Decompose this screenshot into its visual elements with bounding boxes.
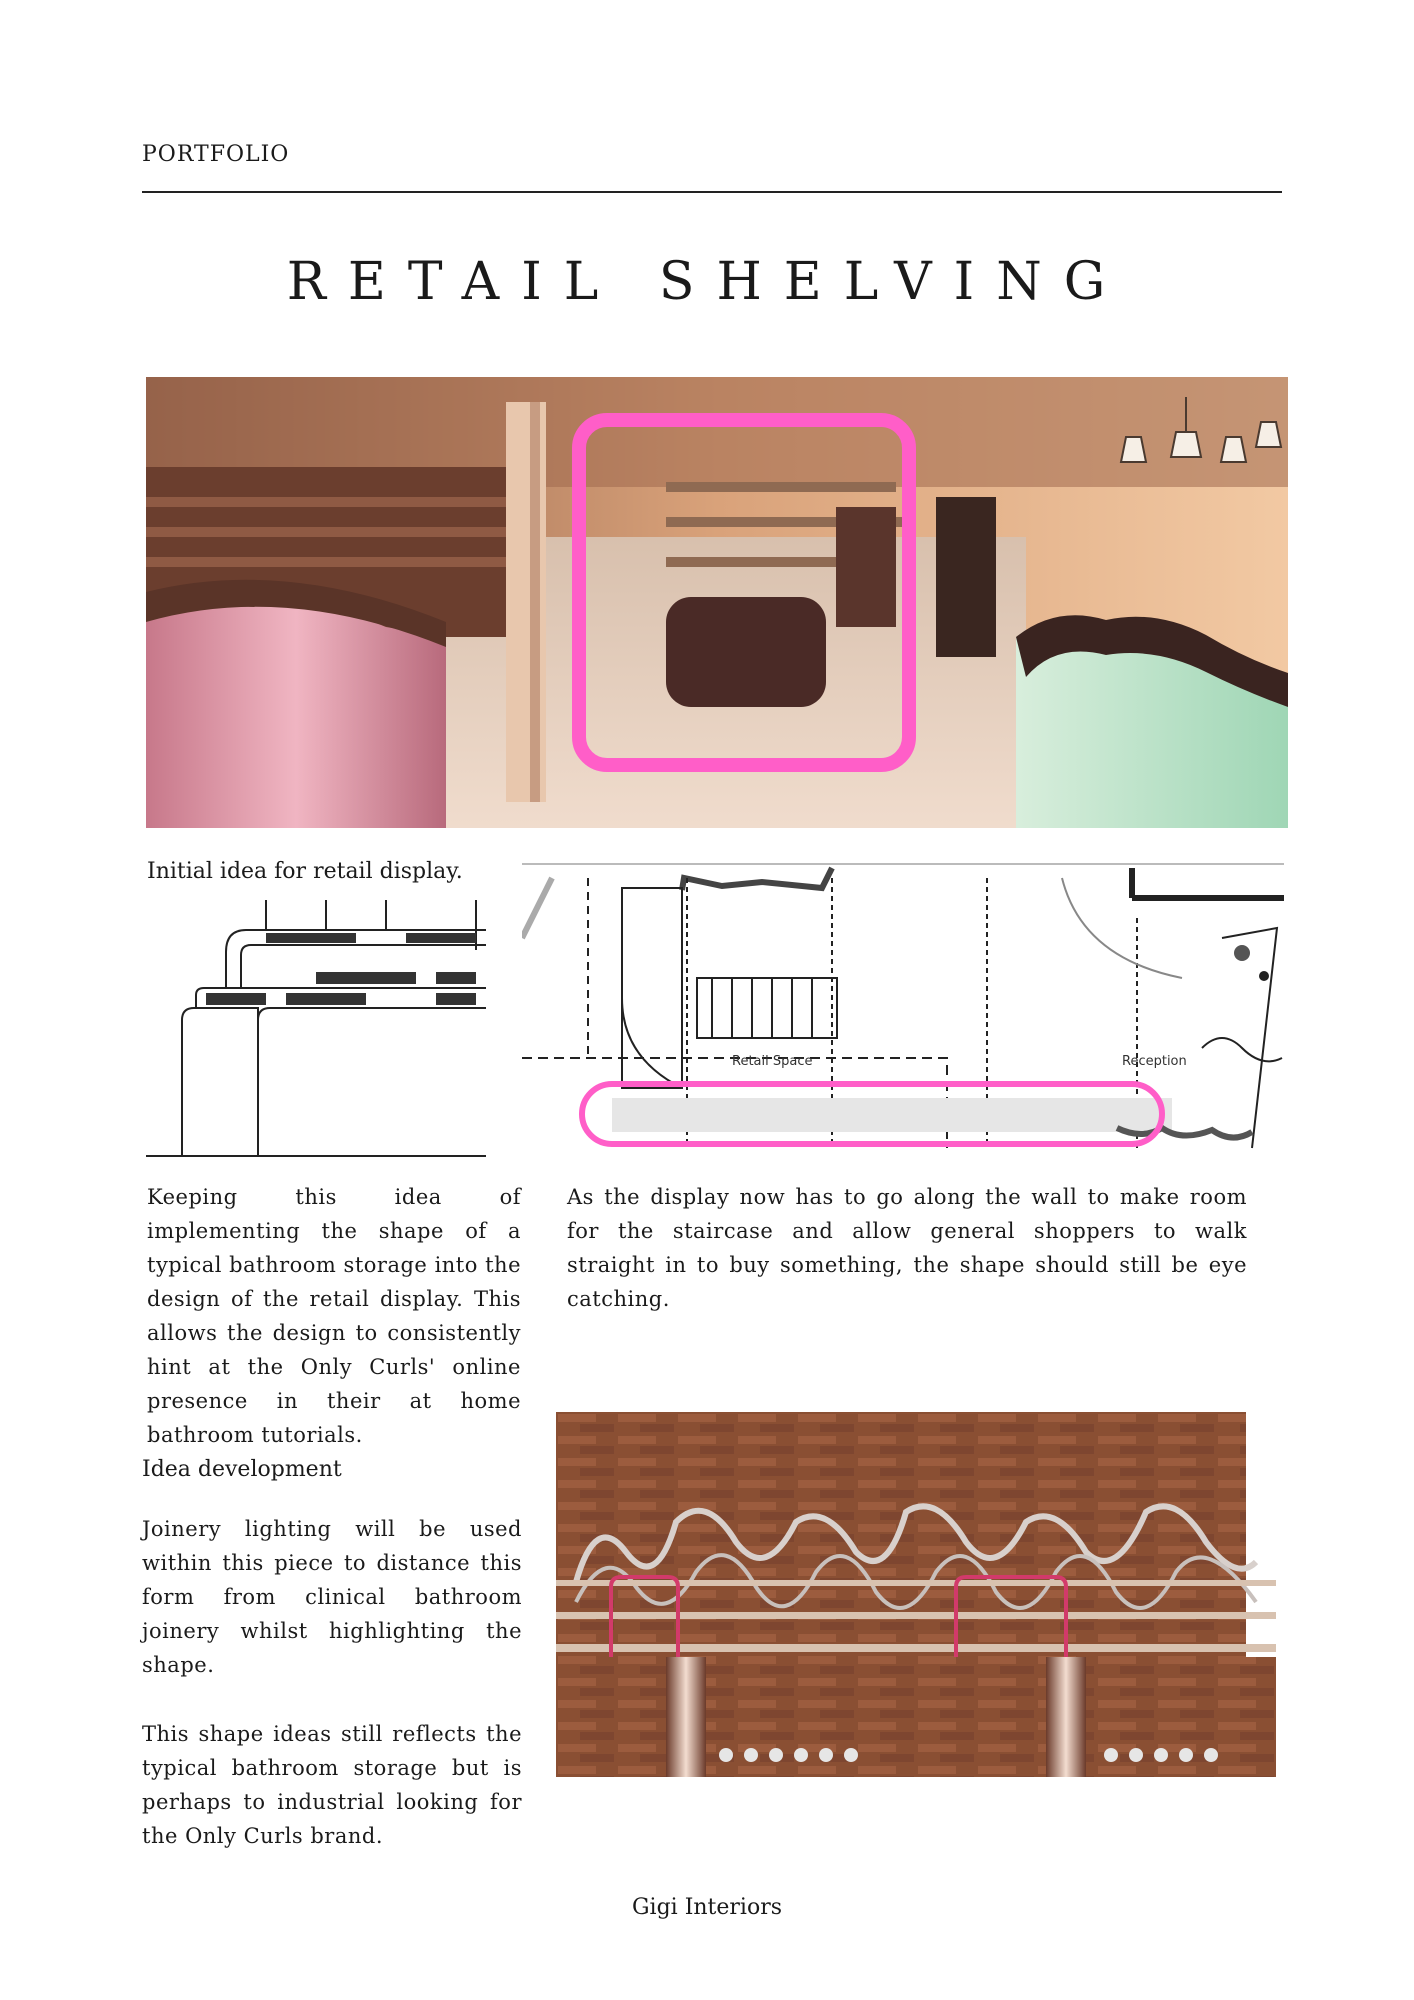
footer-brand: Gigi Interiors [631, 1895, 783, 1920]
paragraph-wall-display: As the display now has to go along the wall to make room for the staircase and allow general shoppers to walk straight in to buy something, the shape should still be eye catching. [567, 1185, 1247, 1311]
header-divider [142, 191, 1282, 193]
paragraph-bathroom-storage: Keeping this idea of implementing the shape of a typical bathroom storage into the design of the retail display. This allows the design to consistently hint at the Only Curls' online presence in their at home bathroom tutorials. [147, 1185, 521, 1447]
portfolio-label: PORTFOLIO [142, 142, 290, 167]
paragraph-industrial-look: This shape ideas still reflects the typical bathroom storage but is perhaps to industrial looking for the Only Curls brand. [142, 1722, 522, 1848]
caption-idea-development: Idea development [142, 1457, 342, 1482]
floor-plan [522, 858, 1284, 1154]
initial-display-sketch [146, 890, 486, 1160]
paragraph-joinery-lighting: Joinery lighting will be used within this piece to distance this form from clinical bathroom joinery whilst highlighting the shape. [142, 1517, 522, 1677]
idea-development-render [556, 1412, 1276, 1782]
store-interior-render [146, 377, 1288, 828]
plan-label-retail: Retail Space [732, 1054, 813, 1069]
page-title: RETAIL SHELVING [286, 252, 1128, 312]
plan-label-reception: Reception [1122, 1054, 1187, 1069]
caption-initial-idea: Initial idea for retail display. [147, 859, 463, 884]
